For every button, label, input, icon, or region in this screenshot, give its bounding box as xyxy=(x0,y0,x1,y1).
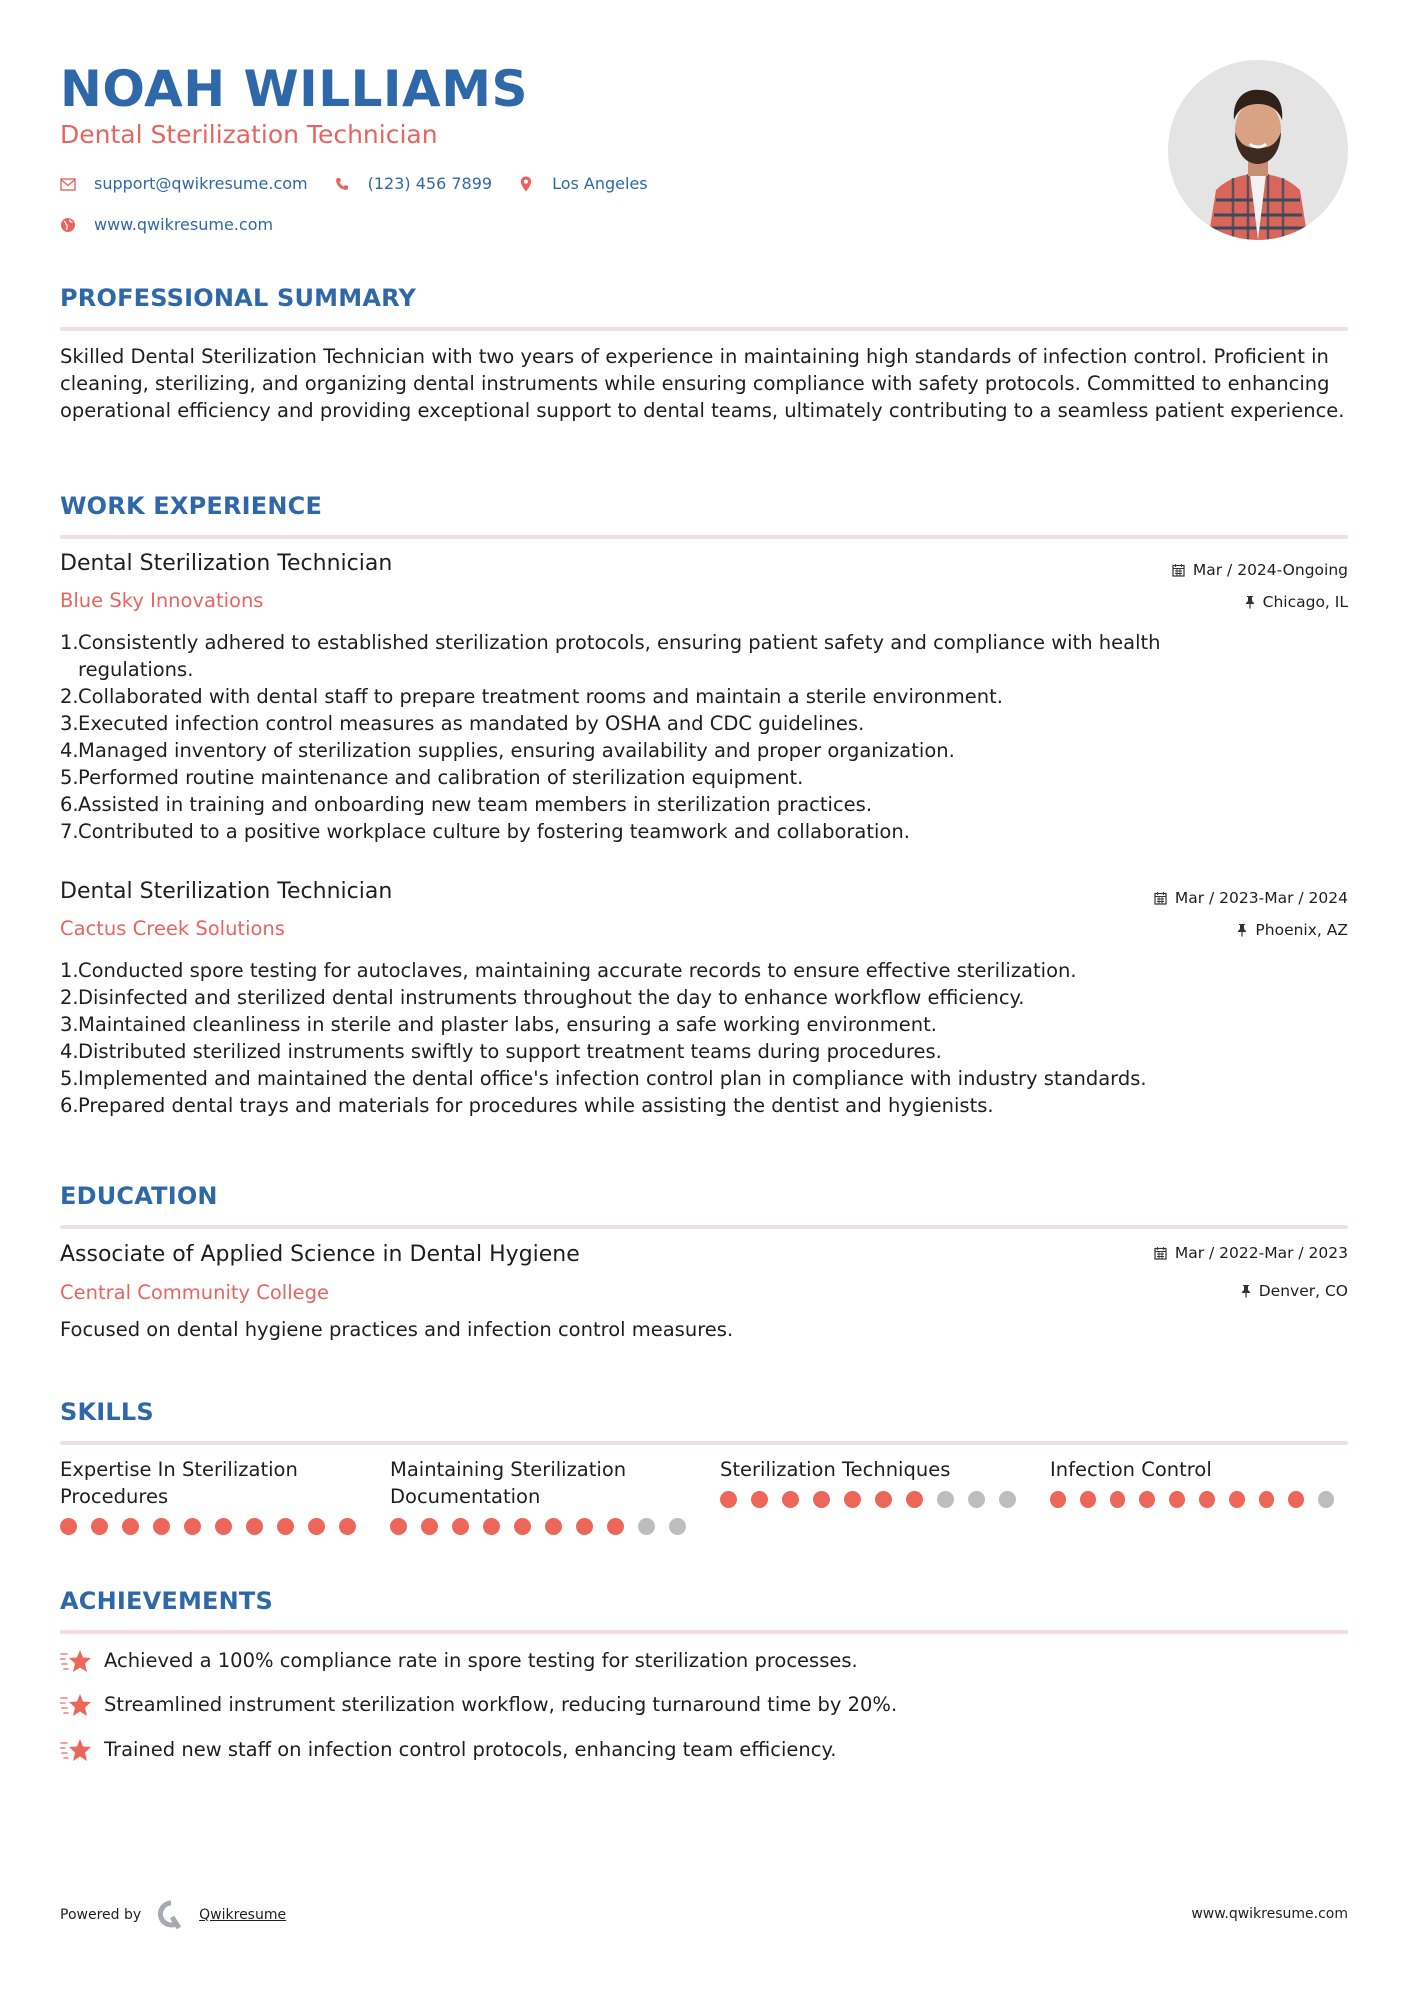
bullet-item: 1. Consistently adhered to established sterilization protocols, ensuring patient safety and compliance with health regulations. xyxy=(60,631,1161,681)
education-dates xyxy=(1154,1242,1348,1264)
job-title: Dental Sterilization Technician xyxy=(60,551,393,576)
section-divider xyxy=(60,1225,1348,1229)
candidate-title: Dental Sterilization Technician xyxy=(60,120,438,149)
contact-website[interactable] xyxy=(60,214,273,236)
rating-dot-filled xyxy=(720,1491,737,1508)
contact-phone[interactable] xyxy=(334,173,492,195)
job-location xyxy=(1245,591,1348,613)
skill-name: Expertise In Sterilization Procedures xyxy=(60,1458,298,1508)
bullet-item: 5. Implemented and maintained the dental office's infection control plan in compliance with industry standards. xyxy=(60,1067,1147,1090)
rating-dot-empty xyxy=(937,1491,954,1508)
rating-dot-filled xyxy=(246,1518,263,1535)
section-divider xyxy=(60,327,1348,331)
rating-dot-filled xyxy=(906,1491,923,1508)
bullet-item: 3. Maintained cleanliness in sterile and plaster labs, ensuring a safe working environment. xyxy=(60,1013,937,1036)
section-achievements xyxy=(60,1586,1348,1634)
qwikresume-link[interactable]: Qwikresume xyxy=(199,1907,287,1923)
rating-dot-empty xyxy=(669,1518,686,1535)
rating-dot-filled xyxy=(277,1518,294,1535)
summary-text: Skilled Dental Sterilization Technician with two years of experience in maintaining high standards of infection control. Proficient in cleaning, sterilizing, and organizing dental instruments while ensuring compliance with safety protocols. Committed to enhancing operational efficiency and providing exceptional support to dental teams, ultimately contributing to a seamless patient experience. xyxy=(60,345,1345,422)
achievement-item xyxy=(60,1736,836,1763)
rating-dot-filled xyxy=(1259,1491,1275,1508)
rating-dot-filled xyxy=(844,1491,861,1508)
bullet-item: 1. Conducted spore testing for autoclaves, maintaining accurate records to ensure effective sterilization. xyxy=(60,959,1077,982)
shooting-star-icon xyxy=(60,1692,92,1718)
section-title-experience: WORK EXPERIENCE xyxy=(60,492,323,520)
achievement-text: Achieved a 100% compliance rate in spore testing for sterilization processes. xyxy=(104,1649,858,1672)
rating-dot-filled xyxy=(215,1518,232,1535)
job-location xyxy=(1237,919,1348,941)
rating-dot-empty xyxy=(1318,1491,1334,1508)
bullet-item: 7. Contributed to a positive workplace culture by fostering teamwork and collaboration. xyxy=(60,820,910,843)
rating-dot-filled xyxy=(184,1518,201,1535)
education-dates-text: Mar / 2022-Mar / 2023 xyxy=(1174,1244,1348,1262)
rating-dot-filled xyxy=(421,1518,438,1535)
education-location-text: Denver, CO xyxy=(1258,1282,1348,1300)
calendar-icon xyxy=(1172,563,1185,577)
skill-item xyxy=(1050,1456,1348,1535)
rating-dot-filled xyxy=(308,1518,325,1535)
email-text: support@qwikresume.com xyxy=(94,174,308,193)
calendar-icon xyxy=(1154,891,1167,905)
rating-dot-filled xyxy=(452,1518,469,1535)
rating-dot-filled xyxy=(483,1518,500,1535)
degree-title: Associate of Applied Science in Dental Hygiene xyxy=(60,1242,580,1267)
envelope-icon xyxy=(60,176,76,192)
section-title-skills: SKILLS xyxy=(60,1398,154,1426)
section-education xyxy=(60,1181,1348,1229)
skill-name: Sterilization Techniques xyxy=(720,1458,951,1481)
education-location xyxy=(1241,1280,1348,1302)
pushpin-icon xyxy=(1237,923,1247,937)
rating-dot-filled xyxy=(1229,1491,1245,1508)
section-title-education: EDUCATION xyxy=(60,1182,218,1210)
section-title-summary: PROFESSIONAL SUMMARY xyxy=(60,284,417,312)
bullet-item: 4. Managed inventory of sterilization supplies, ensuring availability and proper organization. xyxy=(60,739,955,762)
section-divider xyxy=(60,1630,1348,1634)
bullet-item: 5. Performed routine maintenance and calibration of sterilization equipment. xyxy=(60,766,804,789)
skill-item xyxy=(720,1456,1050,1535)
shooting-star-icon xyxy=(60,1737,92,1763)
bullet-item: 2. Disinfected and sterilized dental instruments throughout the day to enhance workflow efficiency. xyxy=(60,986,1025,1009)
website-text: www.qwikresume.com xyxy=(94,215,274,234)
rating-dot-filled xyxy=(1169,1491,1185,1508)
contact-email[interactable] xyxy=(60,173,308,195)
skill-item xyxy=(390,1456,720,1535)
rating-dot-filled xyxy=(576,1518,593,1535)
rating-dot-filled xyxy=(1199,1491,1215,1508)
location-text: Los Angeles xyxy=(552,174,648,193)
job-location-text: Phoenix, AZ xyxy=(1255,921,1348,939)
section-summary xyxy=(60,283,1348,331)
rating-dot-empty xyxy=(999,1491,1016,1508)
job-location-text: Chicago, IL xyxy=(1262,593,1348,611)
section-divider xyxy=(60,1441,1348,1445)
school-name: Central Community College xyxy=(60,1281,330,1304)
rating-dot-filled xyxy=(1110,1491,1126,1508)
achievement-text: Streamlined instrument sterilization workflow, reducing turnaround time by 20%. xyxy=(104,1693,898,1716)
section-work-experience xyxy=(60,491,1348,539)
skill-name: Infection Control xyxy=(1050,1458,1212,1481)
skill-item xyxy=(60,1456,390,1535)
rating-dot-filled xyxy=(514,1518,531,1535)
rating-dot-filled xyxy=(339,1518,356,1535)
rating-dot-filled xyxy=(782,1491,799,1508)
bullet-item: 2. Collaborated with dental staff to prepare treatment rooms and maintain a sterile environment. xyxy=(60,685,1003,708)
achievement-item xyxy=(60,1647,858,1674)
job-bullets xyxy=(60,957,1348,1119)
job-dates-text: Mar / 2024-Ongoing xyxy=(1192,561,1348,579)
achievement-text: Trained new staff on infection control protocols, enhancing team efficiency. xyxy=(104,1738,837,1761)
rating-dot-filled xyxy=(545,1518,562,1535)
profile-photo xyxy=(1168,60,1348,240)
section-title-achievements: ACHIEVEMENTS xyxy=(60,1587,273,1615)
achievement-item xyxy=(60,1691,897,1718)
job-dates xyxy=(1154,887,1348,909)
footer-website[interactable]: www.qwikresume.com xyxy=(1191,1906,1348,1922)
section-skills xyxy=(60,1397,1348,1445)
contact-row-website xyxy=(60,214,299,236)
powered-by-label: Powered by xyxy=(60,1907,142,1923)
skill-rating xyxy=(720,1491,1050,1508)
globe-icon xyxy=(60,217,76,233)
job-title: Dental Sterilization Technician xyxy=(60,879,393,904)
pushpin-icon xyxy=(1245,595,1255,609)
calendar-icon xyxy=(1154,1246,1167,1260)
rating-dot-filled xyxy=(875,1491,892,1508)
rating-dot-empty xyxy=(968,1491,985,1508)
rating-dot-empty xyxy=(638,1518,655,1535)
rating-dot-filled xyxy=(1288,1491,1304,1508)
company-name: Cactus Creek Solutions xyxy=(60,917,285,940)
skill-rating xyxy=(390,1518,720,1535)
footer-powered-by xyxy=(60,1900,286,1930)
skill-rating xyxy=(1050,1491,1348,1508)
bullet-item: 4. Distributed sterilized instruments swiftly to support treatment teams during procedures. xyxy=(60,1040,942,1063)
rating-dot-filled xyxy=(122,1518,139,1535)
candidate-name: NOAH WILLIAMS xyxy=(60,60,528,118)
rating-dot-filled xyxy=(390,1518,407,1535)
skill-rating xyxy=(60,1518,390,1535)
rating-dot-filled xyxy=(813,1491,830,1508)
contact-row xyxy=(60,173,674,195)
resume-page xyxy=(60,0,1348,1990)
bullet-item: 3. Executed infection control measures as mandated by OSHA and CDC guidelines. xyxy=(60,712,865,735)
phone-icon xyxy=(334,176,350,192)
section-divider xyxy=(60,535,1348,539)
job-bullets xyxy=(60,629,1348,845)
rating-dot-filled xyxy=(1139,1491,1155,1508)
rating-dot-filled xyxy=(607,1518,624,1535)
person-avatar-icon xyxy=(1168,60,1348,240)
company-name: Blue Sky Innovations xyxy=(60,589,264,612)
rating-dot-filled xyxy=(751,1491,768,1508)
skills-grid xyxy=(60,1456,1348,1535)
skill-name: Maintaining Sterilization Documentation xyxy=(390,1458,627,1508)
contact-location xyxy=(518,173,648,195)
map-pin-icon xyxy=(518,176,534,192)
rating-dot-filled xyxy=(153,1518,170,1535)
rating-dot-filled xyxy=(60,1518,77,1535)
job-dates xyxy=(1172,559,1348,581)
qwikresume-logo-icon xyxy=(157,1900,185,1930)
shooting-star-icon xyxy=(60,1648,92,1674)
bullet-item: 6. Prepared dental trays and materials for procedures while assisting the dentist and hygienists. xyxy=(60,1094,994,1117)
phone-text: (123) 456 7899 xyxy=(367,174,493,193)
rating-dot-filled xyxy=(1080,1491,1096,1508)
pushpin-icon xyxy=(1241,1284,1251,1298)
education-description: Focused on dental hygiene practices and infection control measures. xyxy=(60,1318,734,1341)
job-dates-text: Mar / 2023-Mar / 2024 xyxy=(1174,889,1348,907)
rating-dot-filled xyxy=(91,1518,108,1535)
rating-dot-filled xyxy=(1050,1491,1066,1508)
bullet-item: 6. Assisted in training and onboarding new team members in sterilization practices. xyxy=(60,793,873,816)
